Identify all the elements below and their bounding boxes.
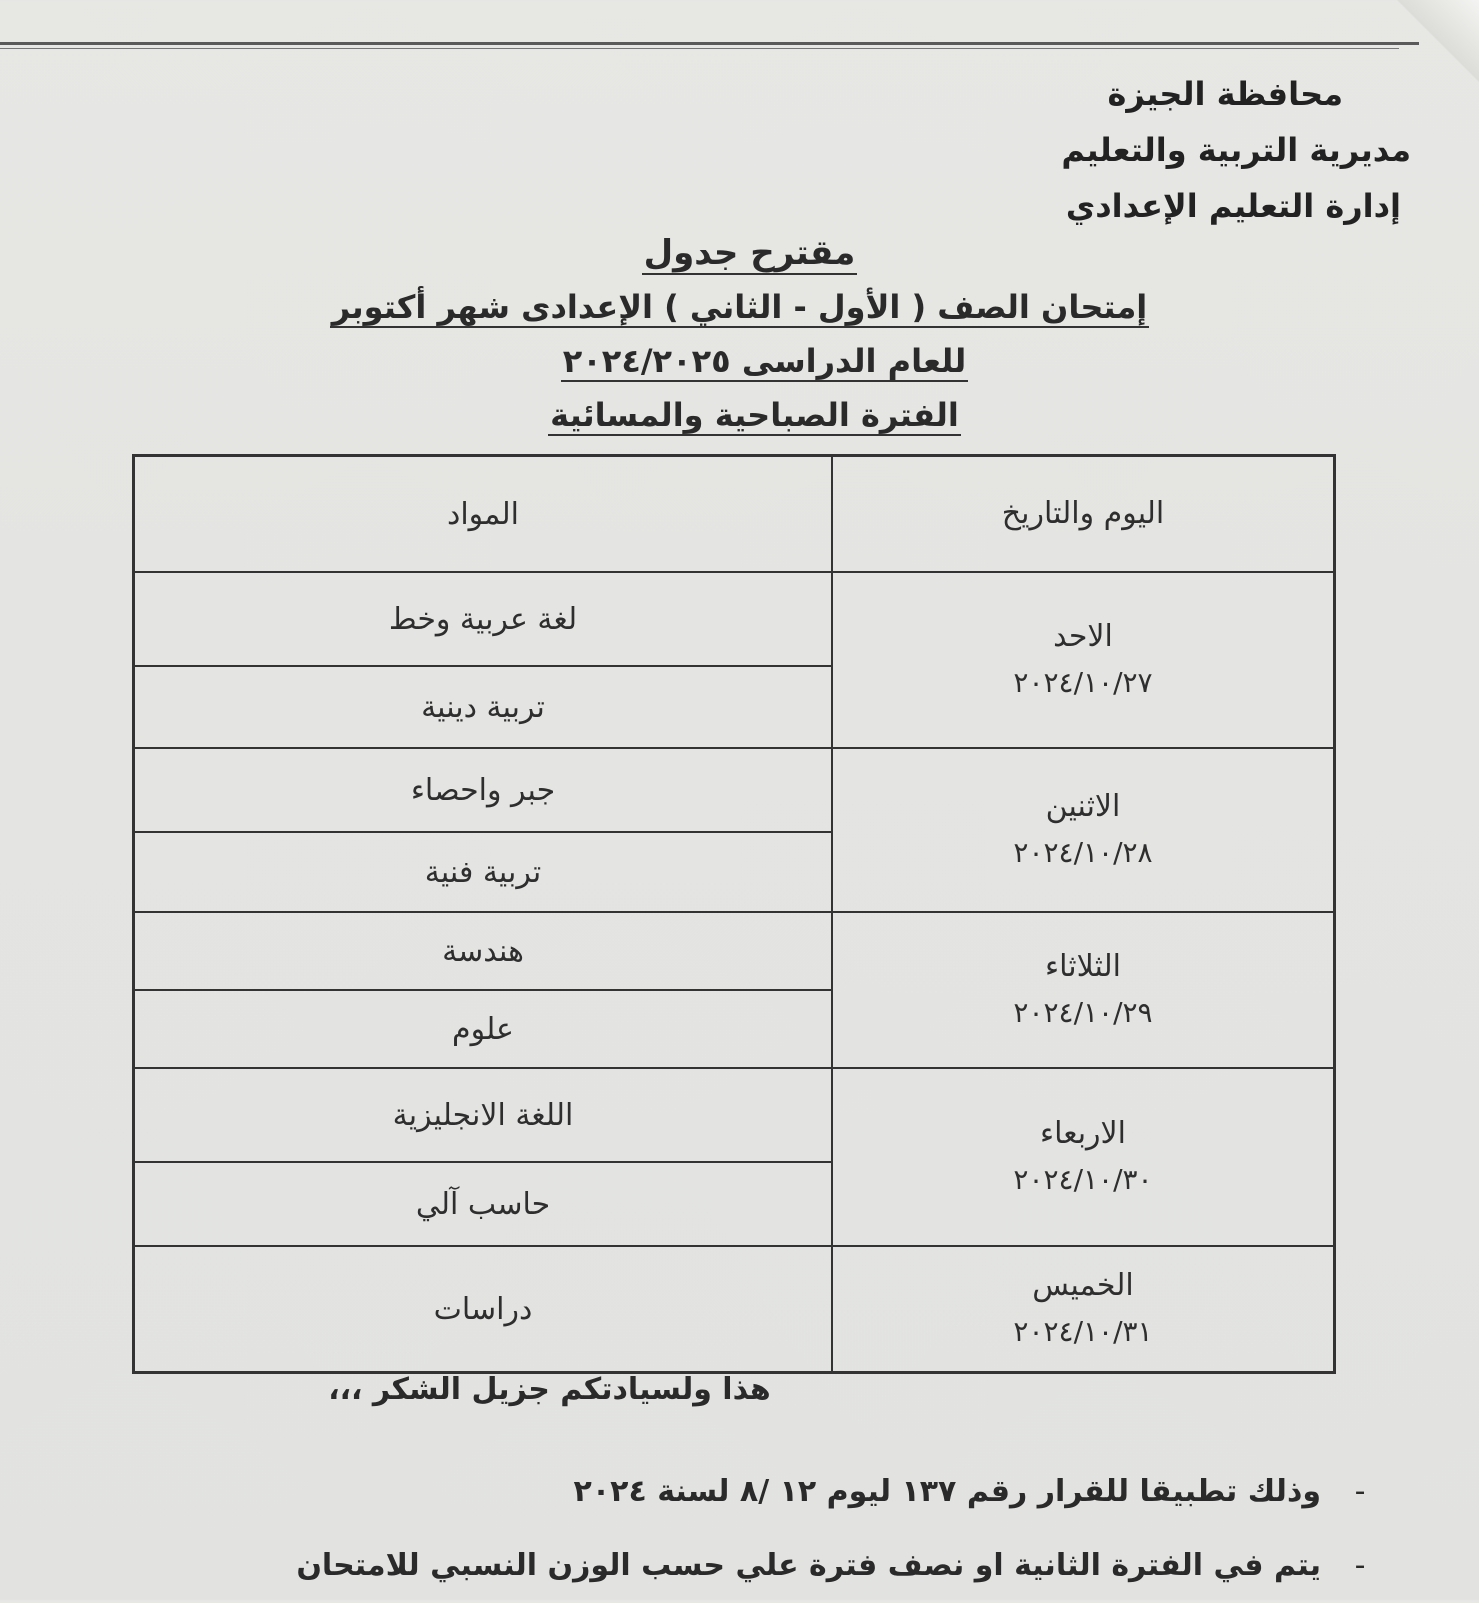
day-name: الثلاثاء xyxy=(1044,949,1122,984)
administration-name: إدارة التعليم الإعدادي xyxy=(1065,187,1401,225)
subject-cell: تربية دينية xyxy=(134,666,833,748)
day-date: ٢٠٢٤/١٠/٣٠ xyxy=(1013,1163,1153,1196)
table-header-row xyxy=(134,456,1335,573)
title-exam: إمتحان الصف ( الأول - الثاني ) الإعدادى شهر أكتوبر xyxy=(331,288,1148,326)
bullet-dash: - xyxy=(1354,1474,1366,1509)
note-text: وذلك تطبيقا للقرار رقم ١٣٧ ليوم ١٢ /٨ لسنة ٢٠٢٤ xyxy=(573,1474,1321,1509)
day-cell xyxy=(832,1246,1335,1373)
table-row xyxy=(134,748,1335,832)
directorate-name: مديرية التربية والتعليم xyxy=(1061,131,1411,169)
day-cell xyxy=(832,748,1335,912)
top-rule xyxy=(0,42,1419,45)
notes-list xyxy=(159,1455,1399,1603)
day-cell xyxy=(832,912,1335,1068)
day-name: الاربعاء xyxy=(1039,1116,1126,1151)
day-cell xyxy=(832,572,1335,748)
letterhead xyxy=(1061,66,1411,234)
day-date: ٢٠٢٤/١٠/٢٨ xyxy=(1013,836,1153,869)
subject-cell: هندسة xyxy=(134,912,833,990)
top-rule-thin xyxy=(0,48,1399,49)
day-date: ٢٠٢٤/١٠/٢٩ xyxy=(1013,996,1153,1029)
subject-cell: لغة عربية وخط xyxy=(134,572,833,666)
bullet-dash: - xyxy=(1354,1548,1366,1583)
subject-cell: تربية فنية xyxy=(134,832,833,912)
subject-cell: علوم xyxy=(134,990,833,1068)
governorate-name: محافظة الجيزة xyxy=(1107,75,1343,113)
day-cell xyxy=(832,1068,1335,1246)
header-subjects: المواد xyxy=(134,456,833,573)
document-titles xyxy=(0,226,1479,442)
exam-schedule-table xyxy=(132,454,1336,1374)
title-year: للعام الدراسى ٢٠٢٤/٢٠٢٥ xyxy=(562,342,967,380)
day-name: الاحد xyxy=(1053,619,1113,654)
subject-cell: حاسب آلي xyxy=(134,1162,833,1246)
table-row xyxy=(134,1068,1335,1162)
title-proposal: مقترح جدول xyxy=(643,233,856,273)
day-name: الخميس xyxy=(1032,1268,1134,1303)
table-row xyxy=(134,1246,1335,1373)
note-text: يتم في الفترة الثانية او نصف فترة علي حسب الوزن النسبي للامتحان xyxy=(296,1548,1321,1583)
day-date: ٢٠٢٤/١٠/٣١ xyxy=(1013,1315,1153,1348)
subject-cell: اللغة الانجليزية xyxy=(134,1068,833,1162)
subject-cell: جبر واحصاء xyxy=(134,748,833,832)
day-name: الاثنين xyxy=(1045,789,1121,824)
table-row xyxy=(134,912,1335,990)
subject-cell: دراسات xyxy=(134,1246,833,1373)
closing-line: هذا ولسيادتكم جزيل الشكر ،،، xyxy=(328,1372,771,1407)
list-item xyxy=(159,1455,1399,1529)
header-day-date: اليوم والتاريخ xyxy=(832,456,1335,573)
table-row xyxy=(134,572,1335,666)
list-item xyxy=(159,1529,1399,1603)
title-period: الفترة الصباحية والمسائية xyxy=(550,396,959,434)
day-date: ٢٠٢٤/١٠/٢٧ xyxy=(1013,666,1153,699)
